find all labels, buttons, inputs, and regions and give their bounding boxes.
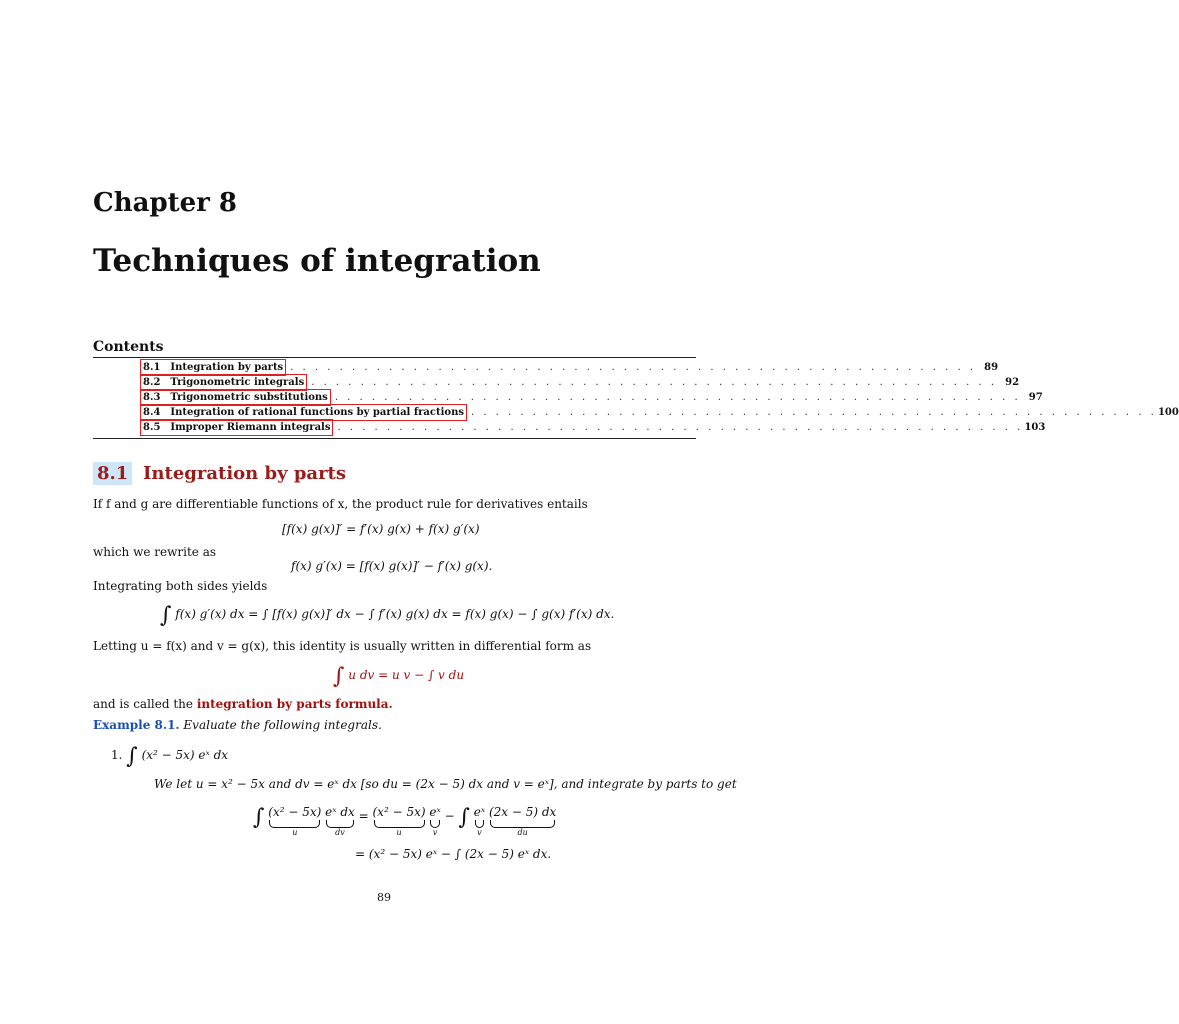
toc-number: 8.4	[143, 407, 161, 418]
brace-v	[474, 805, 485, 837]
toc-page: 89	[984, 362, 999, 373]
section-number: 8.1	[93, 462, 132, 485]
equation-product-rule: [f(x) g(x)]′ = f′(x) g(x) + f(x) g′(x)	[282, 522, 480, 536]
underbrace	[374, 820, 425, 828]
toc-number: 8.3	[143, 392, 161, 403]
chapter-label: Chapter 8	[93, 188, 238, 218]
section-title: Integration by parts	[143, 463, 347, 484]
toc-link[interactable]	[140, 419, 333, 436]
example-label[interactable]: Example 8.1.	[93, 718, 180, 732]
brace-dv	[325, 805, 355, 837]
minus-sign: −	[444, 809, 455, 823]
v-label: v	[477, 828, 482, 837]
equation-integrated-body: f(x) g′(x) dx = ∫ [f(x) g(x)]′ dx − ∫ f′(x) g(x) dx = f(x) g(x) − ∫ g(x) f′(x) dx.	[175, 607, 615, 621]
key-term: integration by parts formula.	[196, 697, 393, 711]
du-expression: (2x − 5) dx	[488, 805, 557, 819]
toc-number: 8.5	[143, 422, 161, 433]
equation-result	[355, 847, 551, 861]
toc-title: Trigonometric integrals	[170, 377, 305, 388]
integral-sign: ∫	[126, 744, 138, 769]
example-item-1	[111, 744, 228, 769]
v-expression: eˣ	[473, 805, 486, 819]
toc-page: 97	[1028, 392, 1043, 403]
paragraph	[93, 697, 393, 711]
brace-v	[429, 805, 440, 837]
underbrace	[326, 820, 354, 828]
paragraph: Letting u = f(x) and v = g(x), this identity is usually written in differential form as	[93, 639, 592, 653]
u-expression: (x² − 5x)	[372, 805, 426, 819]
example-explanation: We let u = x² − 5x and dv = eˣ dx [so du = (2x − 5) dx and v = eˣ], and integrate by parts to get	[154, 777, 737, 791]
u-label: u	[292, 828, 298, 837]
underbrace	[475, 820, 484, 828]
equation-rewrite: f(x) g′(x) = [f(x) g(x)]′ − f′(x) g(x).	[291, 559, 493, 573]
item-number: 1.	[111, 748, 123, 762]
dv-expression: eˣ dx	[325, 805, 355, 819]
integral-sign: ∫	[333, 664, 345, 689]
contents-top-rule	[93, 357, 696, 358]
u-expression: (x² − 5x)	[268, 805, 322, 819]
toc-title: Improper Riemann integrals	[170, 422, 331, 433]
toc-leader: . . . . . . . . . . . . . . . . . . . . . . . . . . . . . . . . . . . . . . . . . . . . . . . . . . . . . . . .	[470, 407, 1157, 418]
paragraph: Integrating both sides yields	[93, 579, 268, 593]
paragraph-text: and is called the	[93, 697, 197, 711]
example-text: Evaluate the following integrals.	[183, 718, 382, 732]
toc-leader: . . . . . . . . . . . . . . . . . . . . . . . . . . . . . . . . . . . . . . . . . . . . . . . . . . . . . . . .	[337, 422, 1024, 433]
toc-leader: . . . . . . . . . . . . . . . . . . . . . . . . . . . . . . . . . . . . . . . . . . . . . . . . . . . . . . . .	[311, 377, 998, 388]
v-expression: eˣ	[429, 805, 441, 819]
brace-du	[489, 805, 556, 837]
toc-page: 100	[1157, 407, 1179, 418]
brace-u	[373, 805, 426, 837]
toc-number: 8.1	[143, 362, 161, 373]
du-label: du	[517, 828, 528, 837]
equation-substitution	[253, 805, 556, 837]
dv-label: dv	[335, 828, 345, 837]
equation-integrated	[160, 603, 614, 628]
toc-row[interactable]	[140, 405, 1179, 420]
toc-row[interactable]	[140, 375, 1020, 390]
page-number: 89	[377, 891, 391, 904]
equation-result-body: = (x² − 5x) eˣ − ∫ (2x − 5) eˣ dx.	[355, 847, 552, 861]
equals-sign: =	[358, 809, 369, 823]
contents-heading: Contents	[93, 339, 164, 355]
underbrace	[490, 820, 555, 828]
contents-bottom-rule	[93, 438, 696, 439]
toc-number: 8.2	[143, 377, 161, 388]
integral-sign: ∫	[253, 805, 265, 830]
chapter-title: Techniques of integration	[93, 243, 541, 279]
toc-row[interactable]	[140, 420, 1046, 435]
underbrace	[430, 820, 439, 828]
v-label: v	[432, 828, 438, 837]
table-of-contents	[140, 360, 1179, 435]
toc-leader: . . . . . . . . . . . . . . . . . . . . . . . . . . . . . . . . . . . . . . . . . . . . . . . . . . . . . . . .	[290, 362, 977, 373]
integral-sign: ∫	[458, 805, 470, 830]
equation-parts-formula-body: u dv = u v − ∫ v du	[348, 668, 465, 682]
brace-u	[268, 805, 321, 837]
equation-parts-formula	[333, 664, 464, 689]
toc-title: Integration of rational functions by partial fractions	[170, 407, 464, 418]
toc-leader: . . . . . . . . . . . . . . . . . . . . . . . . . . . . . . . . . . . . . . . . . . . . . . . . . . . . . . . .	[334, 392, 1021, 403]
toc-title: Trigonometric substitutions	[170, 392, 328, 403]
u-label: u	[396, 828, 402, 837]
example-heading	[93, 718, 382, 732]
toc-title: Integration by parts	[170, 362, 284, 373]
paragraph: which we rewrite as	[93, 545, 217, 559]
underbrace	[269, 820, 320, 828]
paragraph: If f and g are differentiable functions of x, the product rule for derivatives entails	[93, 497, 588, 511]
toc-row[interactable]	[140, 360, 999, 375]
item-expression: (x² − 5x) eˣ dx	[141, 748, 229, 762]
toc-row[interactable]	[140, 390, 1043, 405]
toc-page: 92	[1005, 377, 1020, 388]
integral-sign: ∫	[160, 603, 172, 628]
toc-page: 103	[1024, 422, 1046, 433]
